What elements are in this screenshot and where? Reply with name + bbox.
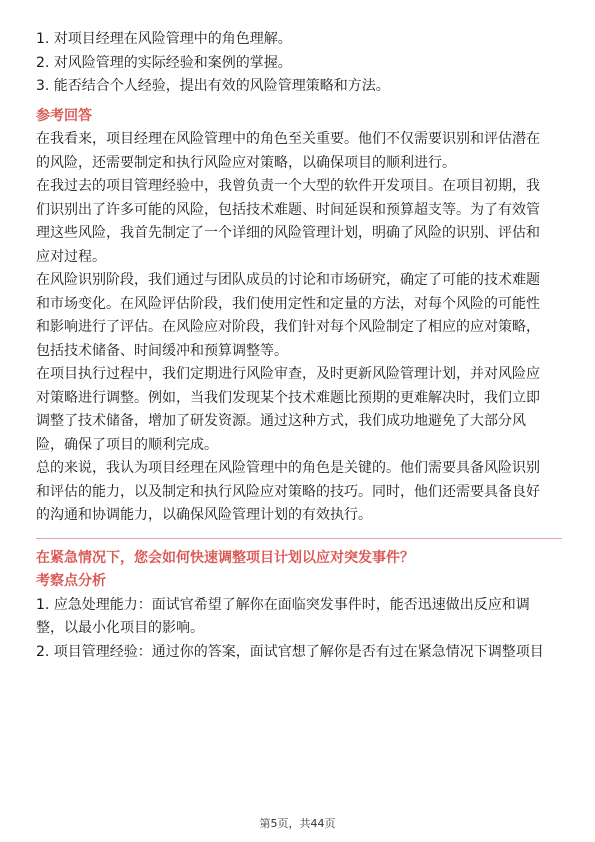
- answer-line: 的风险，还需要制定和执行风险应对策略，以确保项目的顺利进行。: [36, 154, 456, 171]
- analysis-list: [36, 594, 562, 665]
- answer-line: 理这些风险，我首先制定了一个详细的风险管理计划，明确了风险的识别、评估和: [36, 225, 540, 241]
- answer-line: 总的来说，我认为项目经理在风险管理中的角色是关键的。他们需要具备风险识别: [36, 460, 540, 476]
- answer-line: 在我看来，项目经理在风险管理中的角色至关重要。他们不仅需要识别和评估潜在: [36, 131, 540, 147]
- answer-line: 应对过程。: [36, 248, 106, 265]
- page-footer: 第5页，共44页: [259, 817, 336, 830]
- answer-line: 在项目执行过程中，我们定期进行风险审查，及时更新风险管理计划，并对风险应: [36, 366, 540, 382]
- reference-answer-heading: 参考回答: [36, 107, 92, 124]
- answer-line: 在风险识别阶段，我们通过与团队成员的讨论和市场研究，确定了可能的技术难题: [36, 272, 540, 288]
- answer-line: 险，确保了项目的顺利完成。: [36, 436, 218, 453]
- criteria-item: 1. 对项目经理在风险管理中的角色理解。: [36, 31, 292, 47]
- answer-line: 们识别出了许多可能的风险，包括技术难题、时间延误和预算超支等。为了有效管: [36, 201, 540, 218]
- analysis-heading: 考察点分析: [36, 573, 106, 589]
- answer-line: 和市场变化。在风险评估阶段，我们使用定性和定量的方法，对每个风险的可能性: [36, 295, 540, 312]
- page-content: [36, 28, 562, 664]
- reference-answer-body: [36, 128, 562, 528]
- section-divider: [36, 538, 562, 539]
- answer-line: 的沟通和协调能力，以确保风险管理计划的有效执行。: [36, 507, 372, 523]
- criteria-list: [36, 28, 562, 99]
- answer-line: 对策略进行调整。例如，当我们发现某个技术难题比预期的更难解决时，我们立即: [36, 389, 540, 406]
- question-heading: 在紧急情况下，您会如何快速调整项目计划以应对突发事件？: [36, 549, 414, 566]
- analysis-line: 1. 应急处理能力：面试官希望了解你在面临突发事件时，能否迅速做出反应和调: [36, 596, 530, 613]
- analysis-line: 2. 项目管理经验：通过你的答案，面试官想了解你是否有过在紧急情况下调整项目: [36, 643, 544, 660]
- answer-line: 调整了技术储备，增加了研发资源。通过这种方式，我们成功地避免了大部分风: [36, 413, 526, 429]
- answer-line: 在我过去的项目管理经验中，我曾负责一个大型的软件开发项目。在项目初期，我: [36, 178, 540, 194]
- answer-line: 包括技术储备、时间缓冲和预算调整等。: [36, 342, 288, 359]
- answer-line: 和影响进行了评估。在风险应对阶段，我们针对每个风险制定了相应的应对策略，: [36, 319, 540, 335]
- answer-line: 和评估的能力，以及制定和执行风险应对策略的技巧。同时，他们还需要具备良好: [36, 483, 540, 500]
- criteria-item: 2. 对风险管理的实际经验和案例的掌握。: [36, 54, 292, 71]
- criteria-item: 3. 能否结合个人经验，提出有效的风险管理策略和方法。: [36, 78, 390, 94]
- analysis-line: 整，以最小化项目的影响。: [36, 620, 204, 636]
